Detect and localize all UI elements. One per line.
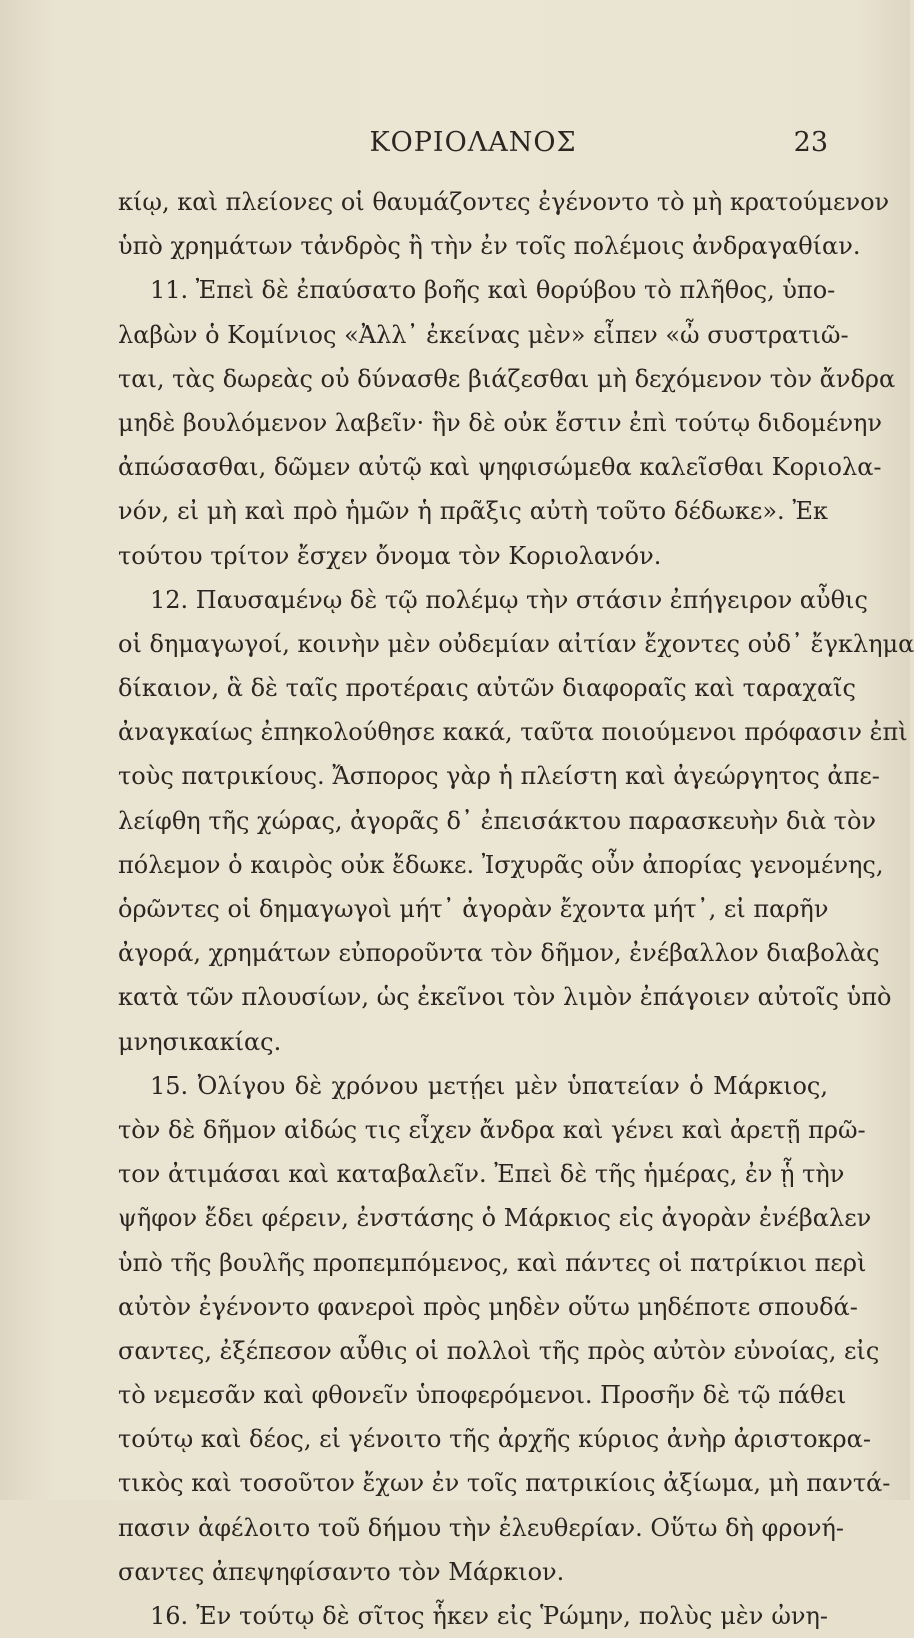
text-line: τούτῳ καὶ δέος, εἰ γένοιτο τῆς ἀρχῆς κύριος ἀνὴρ ἀριστοκρα- [118, 1425, 871, 1454]
text-line: ψῆφον ἔδει φέρειν, ἐνστάσης ὁ Μάρκιος εἰς ἀγορὰν ἐνέβαλεν [118, 1204, 872, 1233]
text-line: 12. Παυσαμένῳ δὲ τῷ πολέμῳ τὴν στάσιν ἐπήγειρον αὖθις [150, 585, 868, 614]
text-line: λείφθη τῆς χώρας, ἀγορᾶς δ᾽ ἐπεισάκτου παρασκευὴν διὰ τὸν [118, 806, 876, 835]
text-line: τούτου τρίτον ἔσχεν ὄνομα τὸν Κοριολανόν. [118, 541, 662, 570]
page-number: 23 [793, 127, 828, 158]
text-line: κατὰ τῶν πλουσίων, ὡς ἐκεῖνοι τὸν λιμὸν ἐπάγοιεν αὐτοῖς ὑπὸ [118, 983, 892, 1012]
text-line: τοὺς πατρικίους. Ἄσπορος γὰρ ἡ πλείστη καὶ ἀγεώργητος ἀπε- [118, 762, 880, 791]
text-line: αὐτὸν ἐγένοντο φανεροὶ πρὸς μηδὲν οὕτω μηδέποτε σπουδά- [118, 1292, 858, 1321]
text-line: τὸν δὲ δῆμον αἰδώς τις εἶχεν ἄνδρα καὶ γένει καὶ ἀρετῇ πρῶ- [118, 1115, 866, 1144]
text-line: 11. Ἐπεὶ δὲ ἐπαύσατο βοῆς καὶ θορύβου τὸ πλῆθος, ὑπο- [150, 276, 836, 305]
text-line: ται, τὰς δωρεὰς οὐ δύνασθε βιάζεσθαι μὴ δεχόμενον τὸν ἄνδρα [118, 364, 896, 393]
text-line: ἀπώσασθαι, δῶμεν αὐτῷ καὶ ψηφισώμεθα καλεῖσθαι Κοριολα- [118, 453, 882, 482]
text-line: μηδὲ βουλόμενον λαβεῖν· ἣν δὲ οὐκ ἔστιν ἐπὶ τούτῳ διδομένην [118, 408, 883, 437]
text-line: λαβὼν ὁ Κομίνιος «Ἀλλ᾽ ἐκείνας μὲν» εἶπεν «ὦ συστρατιῶ- [118, 320, 849, 349]
text-line: 16. Ἐν τούτῳ δὲ σῖτος ἧκεν εἰς Ῥώμην, πολὺς μὲν ὠνη- [150, 1602, 828, 1630]
text-line: ἀγορά, χρημάτων εὐποροῦντα τὸν δῆμον, ἐνέβαλλον διαβολὰς [118, 939, 880, 968]
text-line: σαντες, ἐξέπεσον αὖθις οἱ πολλοὶ τῆς πρὸς αὐτὸν εὐνοίας, εἰς [118, 1336, 880, 1365]
text-line: τὸ νεμεσᾶν καὶ φθονεῖν ὑποφερόμενοι. Προσῆν δὲ τῷ πάθει [118, 1381, 847, 1410]
text-line: 15. Ὀλίγου δὲ χρόνου μετῄει μὲν ὑπατείαν ὁ Μάρκιος, [150, 1071, 828, 1100]
text-line: οἱ δημαγωγοί, κοινὴν μὲν οὐδεμίαν αἰτίαν ἔχοντες οὐδ᾽ ἔγκλημα [118, 629, 914, 658]
text-line: ὁρῶντες οἱ δημαγωγοὶ μήτ᾽ ἀγορὰν ἔχοντα μήτ᾽, εἰ παρῆν [118, 895, 829, 923]
text-line: σαντες ἀπεψηφίσαντο τὸν Μάρκιον. [118, 1557, 565, 1586]
text-line: δίκαιον, ἃ δὲ ταῖς προτέραις αὐτῶν διαφοραῖς καὶ ταραχαῖς [118, 674, 856, 703]
running-title: ΚΟΡΙΟΛΑΝΟΣ [369, 127, 577, 158]
text-line: τον ἀτιμάσαι καὶ καταβαλεῖν. Ἐπεὶ δὲ τῆς ἡμέρας, ἐν ᾗ τὴν [118, 1160, 845, 1189]
text-line: μνησικακίας. [118, 1027, 282, 1056]
text-line: ὑπὸ χρημάτων τἀνδρὸς ἢ τὴν ἐν τοῖς πολέμοις ἀνδραγαθίαν. [118, 232, 861, 261]
text-line: ὑπὸ τῆς βουλῆς προπεμπόμενος, καὶ πάντες οἱ πατρίκιοι περὶ [118, 1248, 867, 1277]
text-line: τικὸς καὶ τοσοῦτον ἔχων ἐν τοῖς πατρικίοις ἀξίωμα, μὴ παντά- [118, 1469, 891, 1498]
body-text [118, 180, 914, 1638]
text-line: κίῳ, καὶ πλείονες οἱ θαυμάζοντες ἐγένοντο τὸ μὴ κρατούμενον [118, 188, 890, 216]
page-header [118, 127, 828, 167]
text-line: νόν, εἰ μὴ καὶ πρὸ ἡμῶν ἡ πρᾶξις αὐτὴ τοῦτο δέδωκε». Ἐκ [118, 497, 828, 526]
text-line: πόλεμον ὁ καιρὸς οὐκ ἔδωκε. Ἰσχυρᾶς οὖν ἀπορίας γενομένης, [118, 850, 884, 879]
text-line: πασιν ἀφέλοιτο τοῦ δήμου τὴν ἐλευθερίαν. Οὕτω δὴ φρονή- [118, 1513, 844, 1542]
text-line: ἀναγκαίως ἐπηκολούθησε κακά, ταῦτα ποιούμενοι πρόφασιν ἐπὶ [118, 718, 908, 747]
